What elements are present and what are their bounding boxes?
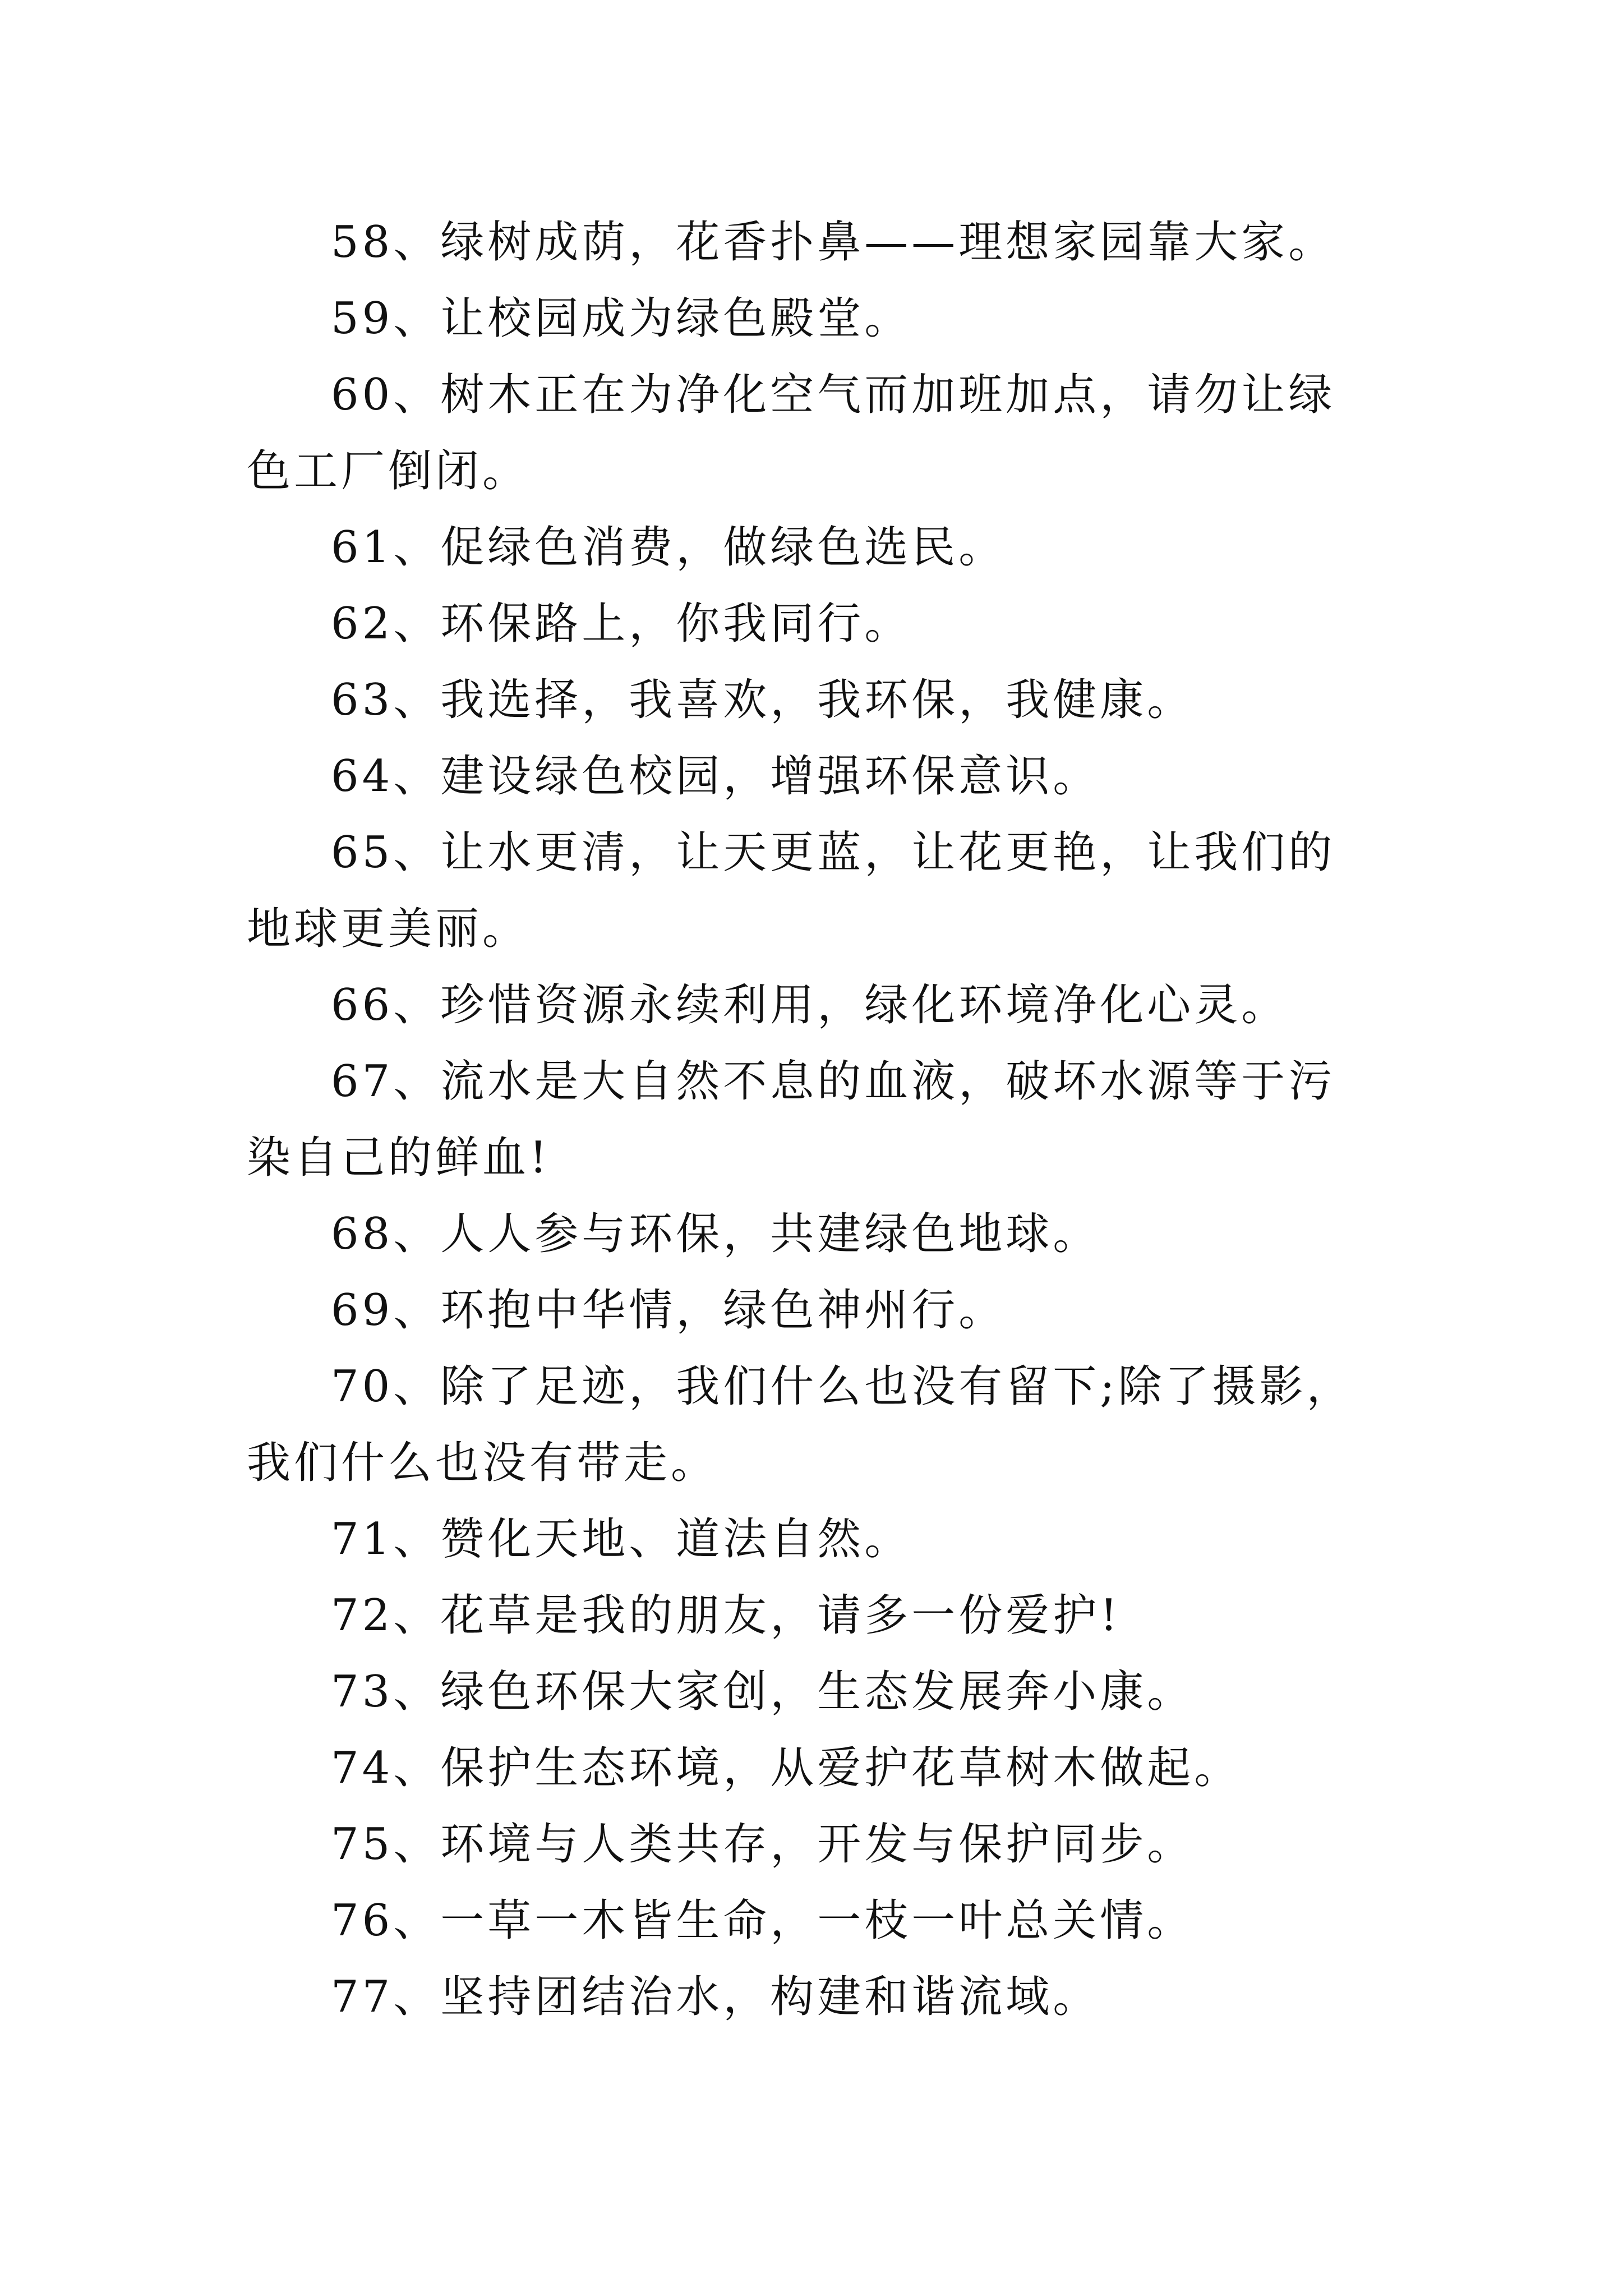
list-item: 69、环抱中华情，绿色神州行。 [331,1285,1006,1336]
list-item: 75、环境与人类共存，开发与保护同步。 [331,1819,1195,1870]
list-item: 61、促绿色消费，做绿色选民。 [331,522,1006,573]
list-item: 64、建设绿色校园，增强环保意识。 [331,751,1100,802]
list-item: 59、让校园成为绿色殿堂。 [331,293,912,344]
list-item: 73、绿色环保大家创，生态发展奔小康。 [331,1667,1195,1717]
list-item: 67、流水是大自然不息的血液，破坏水源等于污染自己的鲜血! [247,1056,1336,1183]
list-item: 76、一草一木皆生命，一枝一叶总关情。 [331,1895,1195,1946]
slogan-list [247,204,1382,2035]
list-item: 72、花草是我的朋友，请多一份爱护! [331,1590,1121,1641]
list-item: 63、我选择，我喜欢，我环保，我健康。 [331,675,1195,725]
list-item: 66、珍惜资源永续利用，绿化环境净化心灵。 [331,980,1289,1030]
list-item: 70、除了足迹，我们什么也没有留下;除了摄影，我们什么也没有带走。 [247,1361,1354,1488]
list-item: 58、绿树成荫，花香扑鼻——理想家园靠大家。 [331,217,1336,268]
list-item: 74、保护生态环境，从爱护花草树木做起。 [331,1743,1242,1793]
list-item: 65、让水更清，让天更蓝，让花更艳，让我们的地球更美丽。 [247,827,1336,954]
list-item: 62、环保路上，你我同行。 [331,599,912,649]
list-item: 60、树木正在为净化空气而加班加点，请勿让绿色工厂倒闭。 [247,370,1336,496]
list-item: 71、赞化天地、道法自然。 [331,1514,912,1565]
list-item: 68、人人参与环保，共建绿色地球。 [331,1209,1100,1259]
list-item: 77、坚持团结治水，构建和谐流域。 [331,1972,1100,2022]
